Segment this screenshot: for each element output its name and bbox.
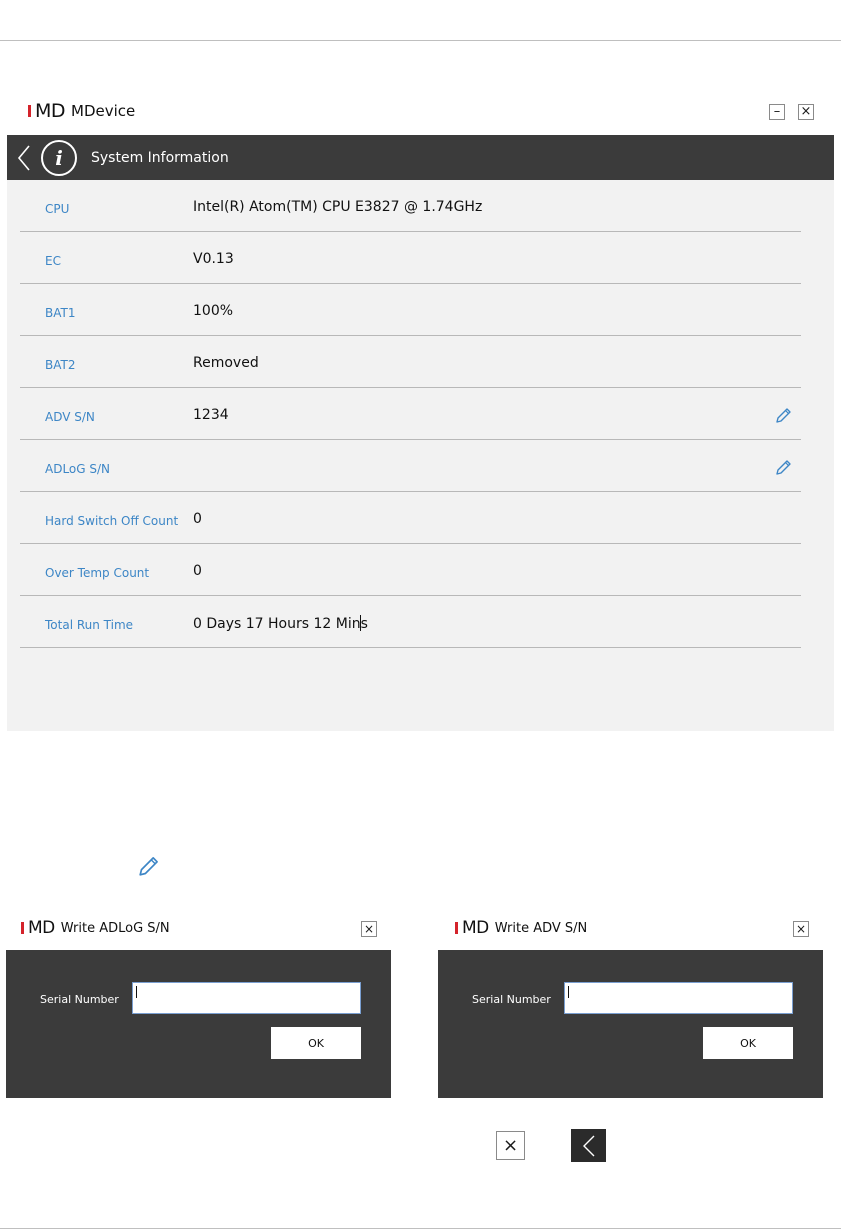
close-icon: × [795, 922, 807, 936]
row-over-temp-count [20, 544, 801, 596]
row-adv-sn [20, 388, 801, 440]
legend-back-icon [571, 1129, 606, 1162]
minimize-button[interactable] [769, 104, 785, 120]
close-icon: × [363, 922, 375, 936]
row-label: ADV S/N [45, 410, 95, 424]
row-label: CPU [45, 202, 70, 216]
dialog-adlog-logo [21, 918, 170, 938]
row-value: Intel(R) Atom(TM) CPU E3827 @ 1.74GHz [193, 199, 483, 215]
dialog-adv-logo [455, 918, 587, 938]
system-info-header [7, 135, 834, 180]
system-info-panel [7, 180, 834, 731]
edit-adlog-sn-pencil-icon[interactable] [773, 458, 793, 478]
logo-md: MD [462, 918, 489, 938]
info-icon: i [41, 140, 77, 176]
row-value: 1234 [193, 407, 229, 423]
chevron-left-icon [582, 1134, 596, 1158]
logo-md: MD [35, 100, 66, 122]
serial-number-label: Serial Number [472, 993, 551, 1006]
pencil-icon [135, 854, 161, 880]
row-label: ADLoG S/N [45, 462, 111, 476]
close-icon: × [800, 104, 812, 119]
row-value: V0.13 [193, 251, 234, 267]
row-cpu [20, 180, 801, 232]
app-title: MDevice [71, 102, 136, 120]
serial-number-input[interactable] [564, 982, 793, 1014]
row-total-run-time [20, 596, 801, 648]
dialog-adlog-title: Write ADLoG S/N [60, 920, 170, 936]
chevron-left-icon [17, 144, 31, 172]
text-cursor [136, 986, 137, 998]
dialog-adlog-body [6, 950, 391, 1098]
row-value-part: s [360, 616, 368, 632]
row-hard-switch-off-count [20, 492, 801, 544]
row-bat2 [20, 336, 801, 388]
row-value: Removed [193, 355, 259, 371]
row-label: Over Temp Count [45, 566, 150, 580]
row-label: BAT2 [45, 358, 76, 372]
row-value [193, 615, 368, 632]
back-button[interactable] [11, 135, 37, 180]
ok-button[interactable]: OK [703, 1027, 793, 1059]
bottom-rule [0, 1228, 841, 1229]
row-value: 0 [193, 511, 202, 527]
legend-close-icon [496, 1131, 525, 1160]
close-button[interactable] [798, 104, 814, 120]
row-value-part: 0 Days 17 Hours 12 Min [193, 616, 361, 632]
page-title: System Information [91, 149, 229, 166]
logo-md: MD [28, 918, 55, 938]
logo-red-bar [455, 922, 458, 934]
top-rule [0, 40, 841, 41]
logo-red-bar [21, 922, 24, 934]
row-label: Hard Switch Off Count [45, 514, 179, 528]
row-label: EC [45, 254, 61, 268]
row-value: 100% [193, 303, 234, 319]
row-ec [20, 232, 801, 284]
text-cursor [568, 986, 569, 998]
serial-number-input[interactable] [132, 982, 361, 1014]
app-logo [28, 100, 135, 122]
dialog-adv-body [438, 950, 823, 1098]
row-label: BAT1 [45, 306, 76, 320]
row-bat1 [20, 284, 801, 336]
close-icon: × [502, 1134, 519, 1156]
edit-adv-sn-pencil-icon[interactable] [773, 406, 793, 426]
logo-red-bar [28, 105, 31, 117]
dialog-adlog-close-button[interactable] [361, 921, 377, 937]
minimize-icon: – [773, 104, 781, 119]
row-adlog-sn [20, 440, 801, 492]
dialog-adv-title: Write ADV S/N [494, 920, 588, 936]
ok-button[interactable]: OK [271, 1027, 361, 1059]
serial-number-label: Serial Number [40, 993, 119, 1006]
dialog-adv-close-button[interactable] [793, 921, 809, 937]
row-label: Total Run Time [45, 618, 134, 632]
row-value: 0 [193, 563, 202, 579]
